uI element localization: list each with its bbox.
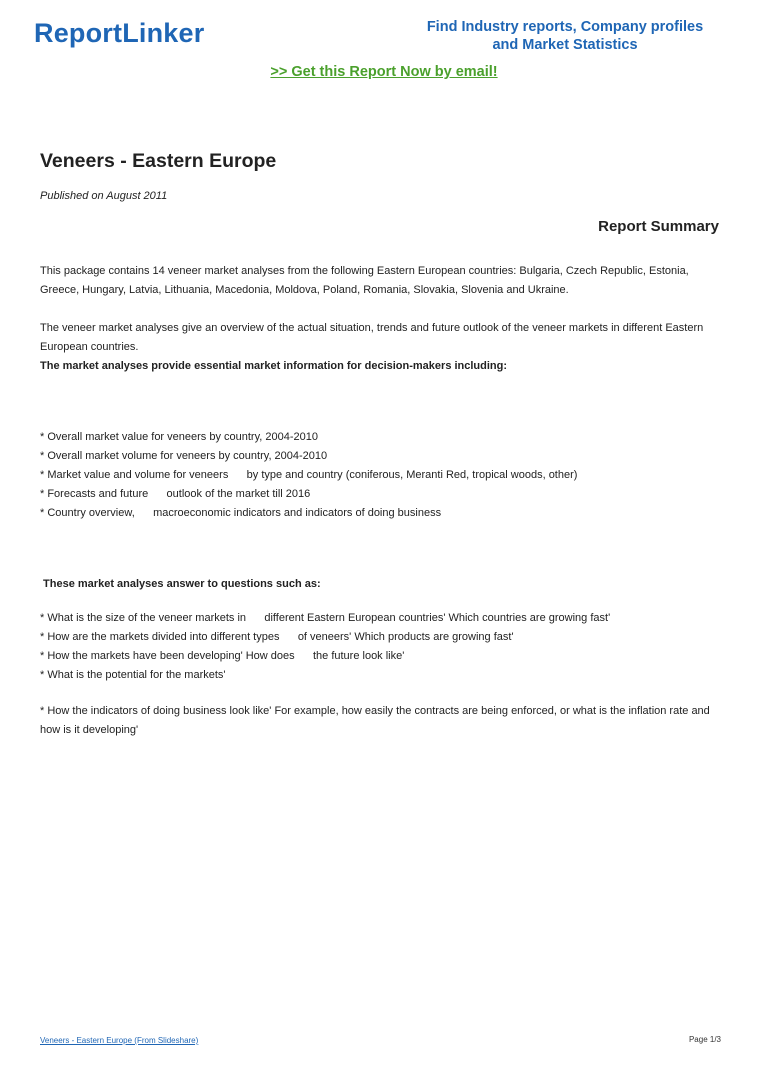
list-item: * How the markets have been developing' How does the future look like' xyxy=(40,650,405,662)
published-date: Published on August 2011 xyxy=(40,190,168,202)
question-bullet-list xyxy=(40,609,730,685)
list-item: * What is the size of the veneer markets in different Eastern European countries' Which countries are growing fast' xyxy=(40,612,611,624)
closing-paragraph: * How the indicators of doing business look like' For example, how easily the contracts are being enforced, or what is the inflation rate and how is it developing' xyxy=(40,705,710,736)
header-tagline xyxy=(380,18,750,54)
list-item: * Overall market value for veneers by country, 2004-2010 xyxy=(40,431,318,443)
page-number: Page 1/3 xyxy=(688,1035,721,1044)
tagline-line-1: Find Industry reports, Company profiles xyxy=(426,19,704,35)
info-heading: The market analyses provide essential market information for decision-makers including: xyxy=(40,360,508,372)
tagline-line-2: and Market Statistics xyxy=(492,37,638,53)
footer-source-link[interactable]: Veneers - Eastern Europe (From Slideshare) xyxy=(40,1036,199,1045)
list-item: * Country overview, macroeconomic indicators and indicators of doing business xyxy=(40,507,442,519)
reportlinker-logo[interactable]: ReportLinker xyxy=(34,18,205,48)
report-summary-heading: Report Summary xyxy=(598,218,719,235)
list-item: * What is the potential for the markets' xyxy=(40,669,226,681)
list-item: * Forecasts and future outlook of the market till 2016 xyxy=(40,488,311,500)
questions-heading: These market analyses answer to questions such as: xyxy=(40,578,321,590)
intro-paragraph: This package contains 14 veneer market analyses from the following Eastern European countries: Bulgaria, Czech Republic, Estonia, Greece, Hungary, Latvia, Lithuania, Macedonia, Moldova, Poland, Romania, Slovakia, Slovenia and Ukraine. xyxy=(40,265,689,296)
get-report-link[interactable]: >> Get this Report Now by email! xyxy=(270,64,498,80)
list-item: * How are the markets divided into different types of veneers' Which products are growing fast' xyxy=(40,631,514,643)
list-item: * Market value and volume for veneers by type and country (coniferous, Meranti Red, tropical woods, other) xyxy=(40,469,578,481)
info-bullet-list xyxy=(40,428,730,523)
overview-block xyxy=(40,319,730,376)
list-item: * Overall market volume for veneers by country, 2004-2010 xyxy=(40,450,328,462)
document-title: Veneers - Eastern Europe xyxy=(40,150,277,172)
overview-paragraph: The veneer market analyses give an overview of the actual situation, trends and future outlook of the veneer markets in different Eastern European countries. xyxy=(40,322,704,353)
